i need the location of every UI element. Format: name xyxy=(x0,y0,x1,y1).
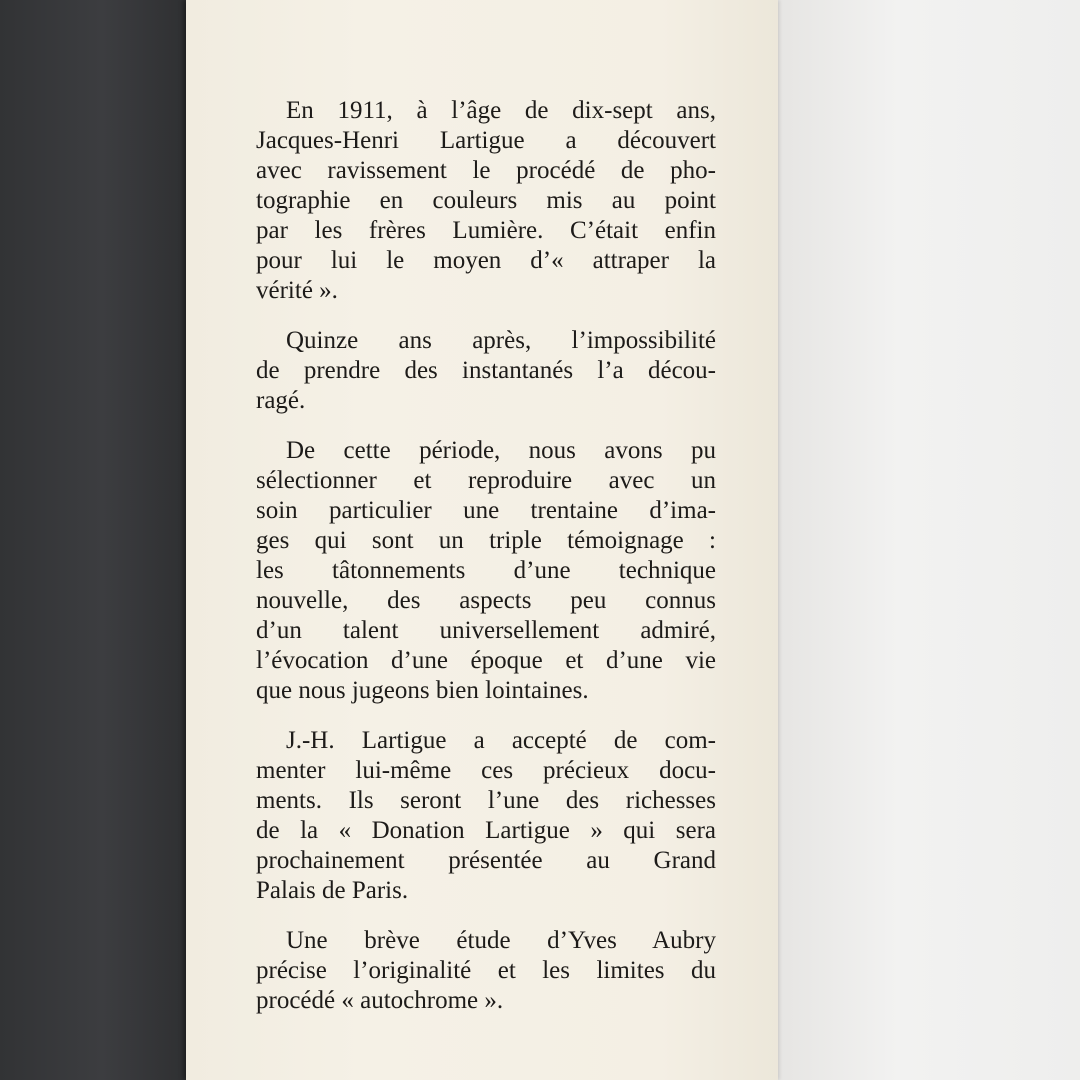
text-line: sélectionner et reproduire avec un xyxy=(256,467,716,494)
text-line: Palais de Paris. xyxy=(256,877,409,904)
text-line: de la « Donation Lartigue » qui sera xyxy=(256,817,716,844)
text-line: précise l’originalité et les limites du xyxy=(256,957,716,984)
white-surface xyxy=(778,0,1080,1080)
text-line: avec ravissement le procédé de pho- xyxy=(256,157,716,184)
text-line: ments. Ils seront l’une des richesses xyxy=(256,787,716,814)
paragraph-3 xyxy=(256,436,716,706)
text-line: nouvelle, des aspects peu connus xyxy=(256,587,716,614)
text-line: tographie en couleurs mis au point xyxy=(256,187,716,214)
text-line: De cette période, nous avons pu xyxy=(286,437,716,464)
text-line: J.-H. Lartigue a accepté de com- xyxy=(286,727,716,754)
text-line: de prendre des instantanés l’a décou- xyxy=(256,357,716,384)
paragraph-4 xyxy=(256,726,716,906)
text-line: prochainement présentée au Grand xyxy=(256,847,716,874)
text-line: Une brève étude d’Yves Aubry xyxy=(286,927,716,954)
text-line: menter lui-même ces précieux docu- xyxy=(256,757,716,784)
text-line: ges qui sont un triple témoignage : xyxy=(256,527,716,554)
book-page xyxy=(186,0,778,1080)
text-line: par les frères Lumière. C’était enfin xyxy=(256,217,716,244)
text-line: les tâtonnements d’une technique xyxy=(256,557,716,584)
text-line: que nous jugeons bien lointaines. xyxy=(256,677,589,704)
paragraph-2 xyxy=(256,326,716,416)
text-line: vérité ». xyxy=(256,277,338,304)
paragraph-1 xyxy=(256,96,716,306)
page-text xyxy=(256,96,716,1036)
text-line: Jacques-Henri Lartigue a découvert xyxy=(256,127,716,154)
text-line: pour lui le moyen d’« attraper la xyxy=(256,247,716,274)
paragraph-5 xyxy=(256,926,716,1016)
text-line: soin particulier une trentaine d’ima- xyxy=(256,497,716,524)
text-line: En 1911, à l’âge de dix-sept ans, xyxy=(286,97,716,124)
text-line: Quinze ans après, l’impossibilité xyxy=(286,327,716,354)
dark-book-cover xyxy=(0,0,186,1080)
text-line: d’un talent universellement admiré, xyxy=(256,617,716,644)
text-line: procédé « autochrome ». xyxy=(256,987,504,1014)
text-line: l’évocation d’une époque et d’une vie xyxy=(256,647,716,674)
text-line: ragé. xyxy=(256,387,306,414)
